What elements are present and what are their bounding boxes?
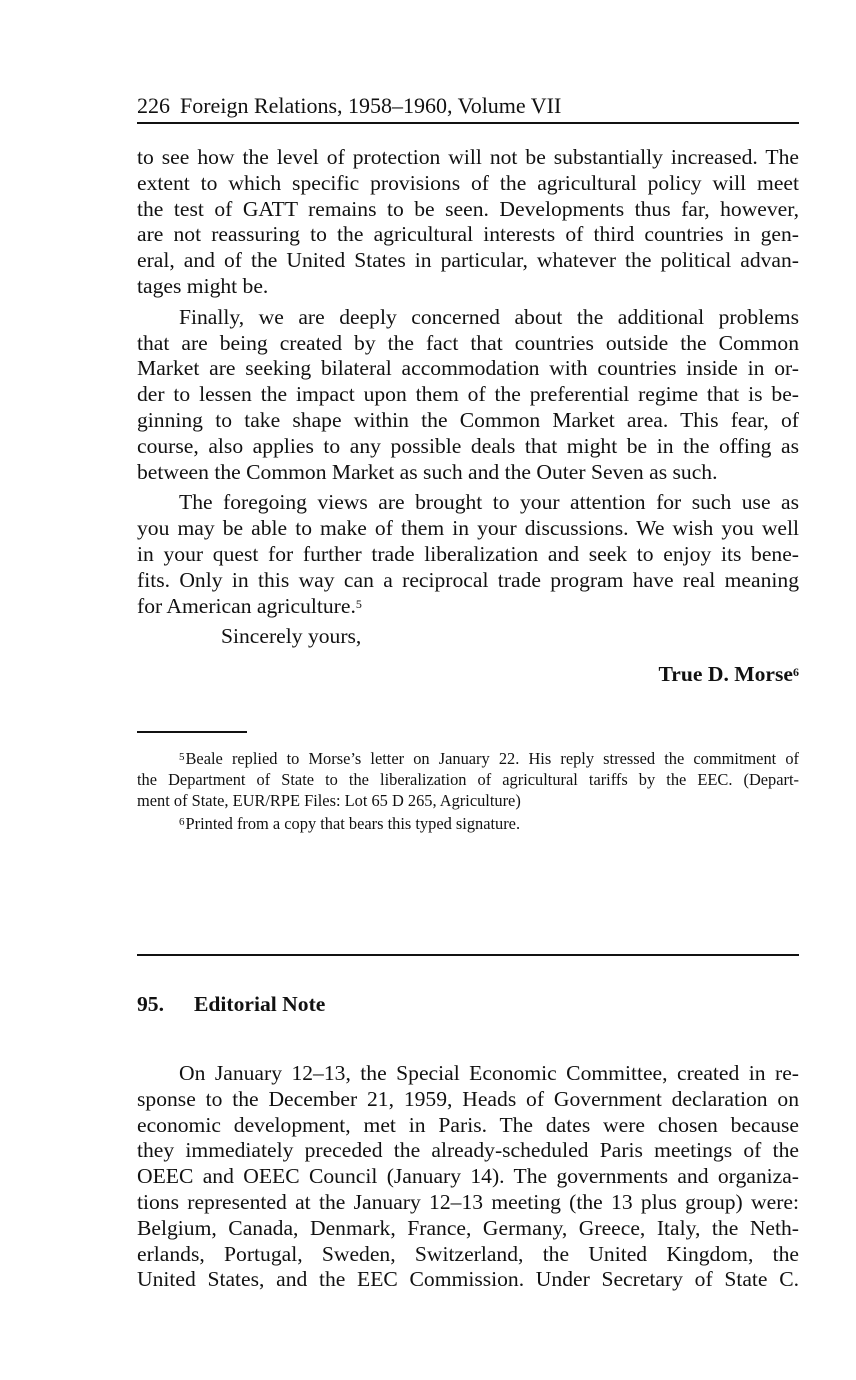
running-head <box>137 93 799 119</box>
footnotes <box>137 748 799 836</box>
letter-paragraph-2 <box>137 305 799 486</box>
text-line: you may be able to make of them in your discussions. We wish you well <box>137 516 799 541</box>
footnote-reference-6[interactable]: 6 <box>793 665 799 680</box>
text-line: economic development, met in Paris. The dates were chosen because <box>137 1112 799 1137</box>
text-line: ginning to take shape within the Common Market area. This fear, of <box>137 407 799 432</box>
text-line: On January 12–13, the Special Economic Committee, created in re- <box>179 1061 799 1085</box>
text-line: are not reassuring to the agricultural interests of third countries in gen- <box>137 222 799 247</box>
footnote-marker: 5 <box>179 751 185 763</box>
section-rule <box>137 954 799 956</box>
text-line: that are being created by the fact that countries outside the Common <box>137 330 799 355</box>
text-line-content: for American agriculture. <box>137 593 356 618</box>
text-line: tions represented at the January 12–13 meeting (the 13 plus group) were: <box>137 1189 799 1214</box>
section-heading <box>137 991 325 1017</box>
text-line: in your quest for further trade liberalization and seek to enjoy its bene- <box>137 541 799 566</box>
text-line: The foregoing views are brought to your attention for such use as <box>179 490 799 515</box>
letter-paragraph-1 <box>137 145 799 300</box>
text-line: Finally, we are deeply concerned about the additional problems <box>179 304 799 329</box>
signature <box>137 662 799 688</box>
text-line: the test of GATT remains to be seen. Developments thus far, however, <box>137 196 799 221</box>
text-line: sponse to the December 21, 1959, Heads of Government declaration on <box>137 1086 799 1111</box>
footnote-marker: 6 <box>179 816 185 828</box>
footnote-reference-5[interactable]: 5 <box>355 596 362 611</box>
footnote-line-content: Beale replied to Morse’s letter on January 22. His reply stressed the commitment of <box>185 749 799 768</box>
footnote-rule <box>137 731 247 733</box>
running-title: Foreign Relations, 1958–1960, Volume VII <box>180 93 562 118</box>
page-number: 226 <box>137 93 170 118</box>
footnote-line: ment of State, EUR/RPE Files: Lot 65 D 265, Agriculture) <box>137 791 521 810</box>
text-line: eral, and of the United States in particular, whatever the political advan- <box>137 248 799 273</box>
letter-paragraph-3 <box>137 490 799 619</box>
text-line: United States, and the EEC Commission. Under Secretary of State C. <box>137 1267 799 1292</box>
header-rule <box>137 122 799 124</box>
letter-body <box>137 145 799 688</box>
text-line: der to lessen the impact upon them of the preferential regime that is be- <box>137 382 799 407</box>
text-line: tages might be. <box>137 273 269 298</box>
text-line: Belgium, Canada, Denmark, France, Germany, Greece, Italy, the Neth- <box>137 1215 799 1240</box>
section-title: Editorial Note <box>194 992 326 1016</box>
editorial-note-body <box>137 1061 799 1293</box>
text-line: fits. Only in this way can a reciprocal trade program have real meaning <box>137 567 799 592</box>
footnote-line <box>137 748 799 769</box>
footnote-line: the Department of State to the liberalization of agricultural tariffs by the EEC. (Depart- <box>137 770 799 789</box>
text-line: course, also applies to any possible deals that might be in the offing as <box>137 433 799 458</box>
text-line: between the Common Market as such and the Outer Seven as such. <box>137 459 718 484</box>
footnote-5 <box>137 748 799 811</box>
letter-closing: Sincerely yours, <box>221 624 362 649</box>
text-line: to see how the level of protection will not be substantially increased. The <box>137 145 799 169</box>
footnote-6 <box>137 813 799 834</box>
editorial-note-paragraph <box>137 1061 799 1293</box>
text-line: extent to which specific provisions of the agricultural policy will meet <box>137 170 799 195</box>
text-line: they immediately preceded the already-scheduled Paris meetings of the <box>137 1138 799 1163</box>
text-line: Market are seeking bilateral accommodation with countries inside in or- <box>137 356 799 381</box>
text-line <box>137 594 799 620</box>
text-line: OEEC and OEEC Council (January 14). The governments and organiza- <box>137 1164 799 1189</box>
footnote-line-content: Printed from a copy that bears this typed signature. <box>185 814 521 833</box>
section-number: 95. <box>137 992 164 1016</box>
document-page <box>137 0 799 1380</box>
text-line: erlands, Portugal, Sweden, Switzerland, the United Kingdom, the <box>137 1241 799 1266</box>
signature-name: True D. Morse <box>658 662 793 687</box>
footnote-line <box>137 813 799 834</box>
